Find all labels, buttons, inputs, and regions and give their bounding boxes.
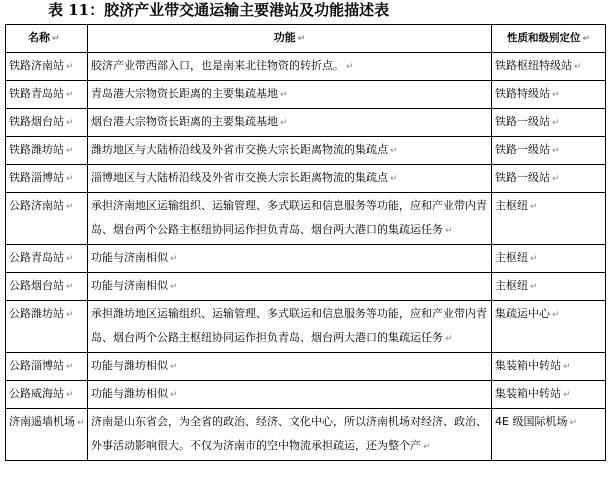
- station-function-cell: 承担潍坊地区运输组织、运输管理、多式联运和信息服务等功能，应和产业带内青岛、烟台两个公路主枢纽协同运作担负青岛、烟台两大港口的集疏运任务 ↵: [88, 301, 492, 353]
- table-row: [6, 353, 606, 381]
- station-name-cell: 济南遥墙机场 ↵: [6, 409, 88, 461]
- table-row: [6, 109, 606, 137]
- station-property-cell: 铁路枢纽特级站 ↵: [492, 53, 606, 81]
- table-row: [6, 137, 606, 165]
- station-property-cell: 铁路一级站 ↵: [492, 109, 606, 137]
- station-function-cell: 承担济南地区运输组织、运输管理、多式联运和信息服务等功能，应和产业带内青岛、烟台两个公路主枢纽协同运作担负青岛、烟台两大港口的集疏运任务 ↵: [88, 193, 492, 245]
- table-row: [6, 409, 606, 461]
- header-function: 功能 ↵: [88, 25, 492, 53]
- ports-stations-table: [5, 24, 606, 461]
- station-name-cell: 铁路烟台站 ↵: [6, 109, 88, 137]
- station-name-cell: 铁路青岛站 ↵: [6, 81, 88, 109]
- station-function-cell: 淄博地区与大陆桥沿线及外省市交换大宗长距离物流的集疏点 ↵: [88, 165, 492, 193]
- station-function-cell: 功能与济南相似 ↵: [88, 273, 492, 301]
- station-function-cell: 功能与潍坊相似 ↵: [88, 381, 492, 409]
- station-property-cell: 集疏运中心 ↵: [492, 301, 606, 353]
- station-name-cell: 公路淄博站 ↵: [6, 353, 88, 381]
- table-row: [6, 381, 606, 409]
- station-function-cell: 功能与济南相似 ↵: [88, 245, 492, 273]
- station-name-cell: 铁路潍坊站 ↵: [6, 137, 88, 165]
- station-property-cell: 铁路一级站 ↵: [492, 165, 606, 193]
- station-function-cell: 胶济产业带西部入口，也是南来北往物资的转折点。 ↵: [88, 53, 492, 81]
- table-body: [6, 53, 606, 461]
- table-row: [6, 165, 606, 193]
- station-property-cell: 主枢纽 ↵: [492, 245, 606, 273]
- station-name-cell: 公路潍坊站 ↵: [6, 301, 88, 353]
- header-name: 名称 ↵: [6, 25, 88, 53]
- table-row: [6, 273, 606, 301]
- station-function-cell: 济南是山东省会，为全省的政治、经济、文化中心，所以济南机场对经济、政治、外事活动影响很大。不仅为济南市的空中物流承担疏运，还为整个产 ↵: [88, 409, 492, 461]
- station-name-cell: 公路青岛站 ↵: [6, 245, 88, 273]
- station-property-cell: 铁路一级站 ↵: [492, 137, 606, 165]
- station-name-cell: 铁路淄博站 ↵: [6, 165, 88, 193]
- station-property-cell: 铁路特级站 ↵: [492, 81, 606, 109]
- station-function-cell: 青岛港大宗物资长距离的主要集疏基地 ↵: [88, 81, 492, 109]
- table-header-row: [6, 25, 606, 53]
- station-property-cell: 主枢纽 ↵: [492, 193, 606, 245]
- station-property-cell: 4E 级国际机场 ↵: [492, 409, 606, 461]
- station-function-cell: 潍坊地区与大陆桥沿线及外省市交换大宗长距离物流的集疏点 ↵: [88, 137, 492, 165]
- station-name-cell: 公路烟台站 ↵: [6, 273, 88, 301]
- table-row: [6, 301, 606, 353]
- station-function-cell: 功能与潍坊相似 ↵: [88, 353, 492, 381]
- table-title: 表 11：胶济产业带交通运输主要港站及功能描述表: [48, 1, 390, 19]
- table-row: [6, 245, 606, 273]
- station-name-cell: 公路济南站 ↵: [6, 193, 88, 245]
- table-row: [6, 81, 606, 109]
- table-row: [6, 193, 606, 245]
- station-function-cell: 烟台港大宗物资长距离的主要集疏基地 ↵: [88, 109, 492, 137]
- station-property-cell: 集装箱中转站 ↵: [492, 353, 606, 381]
- table-row: [6, 53, 606, 81]
- station-property-cell: 集装箱中转站 ↵: [492, 381, 606, 409]
- station-property-cell: 主枢纽 ↵: [492, 273, 606, 301]
- station-name-cell: 公路威海站 ↵: [6, 381, 88, 409]
- station-name-cell: 铁路济南站 ↵: [6, 53, 88, 81]
- header-property: 性质和级别定位 ↵: [492, 25, 606, 53]
